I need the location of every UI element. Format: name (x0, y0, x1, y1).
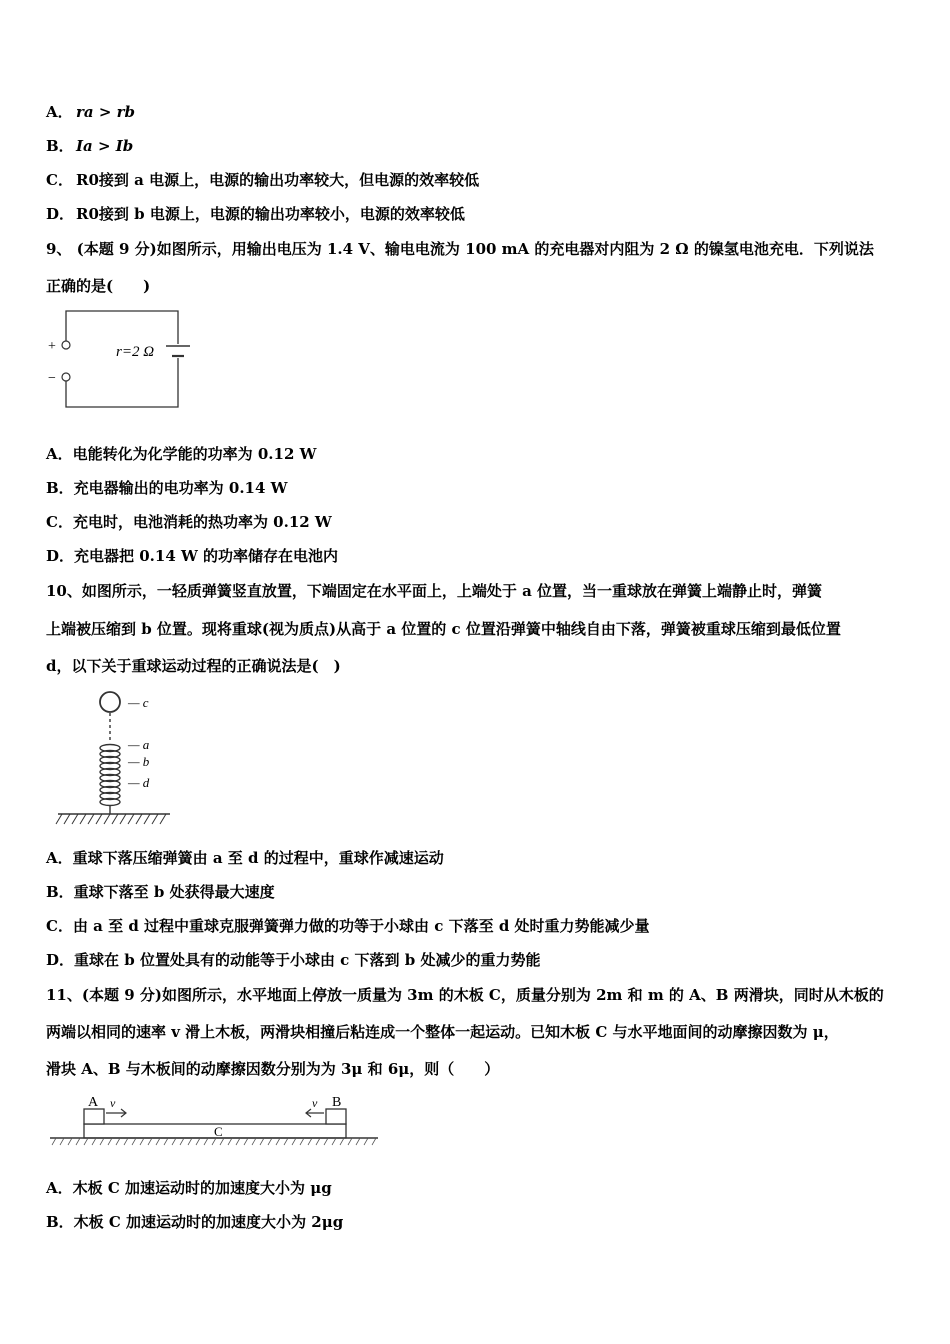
block-b (326, 1109, 346, 1124)
label-a: A (88, 1095, 99, 1110)
label-b: B (332, 1095, 342, 1110)
q9-stem-line1: 9、 (本题 9 分)如图所示，用输出电压为 1.4 V、输电电流为 100 mA 的充电器对内阻为 2 Ω 的镍氢电池充电．下列说法 (46, 240, 874, 258)
q11-option-b: B．木板 C 加速运动时的加速度大小为 2μg (46, 1213, 344, 1231)
q10-stem-line2: 上端被压缩到 b 位置。现将重球(视为质点)从高于 a 位置的 c 位置沿弹簧中轴线自由下落，弹簧被重球压缩到最低位置 (46, 620, 841, 638)
q11-option-a: A．木板 C 加速运动时的加速度大小为 μg (46, 1179, 332, 1197)
q9-option-c: C．充电时，电池消耗的热功率为 0.12 W (46, 513, 332, 531)
label-c: C (214, 1124, 223, 1139)
q9-option-a: A．电能转化为化学能的功率为 0.12 W (46, 445, 317, 463)
q8-option-a-text: ra > rb (76, 103, 136, 121)
q8-option-d-text: R0接到 b 电源上，电源的输出功率较小，电源的效率较低 (76, 205, 465, 223)
q8-option-c-text: R0接到 a 电源上，电源的输出功率较大，但电源的效率较低 (76, 171, 480, 189)
q10-stem-line3: d，以下关于重球运动过程的正确说法是( ) (46, 657, 341, 675)
q11-stem-line3: 滑块 A、B 与木板间的动摩擦因数分别为为 3μ 和 6μ，则（ ） (46, 1060, 500, 1078)
q10-option-b: B．重球下落至 b 处获得最大速度 (46, 883, 275, 901)
label-b: — b (128, 754, 150, 769)
label-a: — a (128, 737, 150, 752)
q10-option-a: A．重球下落压缩弹簧由 a 至 d 的过程中，重球作减速运动 (46, 849, 444, 867)
block-a (84, 1109, 104, 1124)
q10-option-c: C．由 a 至 d 过程中重球克服弹簧弹力做的功等于小球由 c 下落至 d 处时重力势能减少量 (46, 917, 650, 935)
label-d: — d (128, 775, 150, 790)
q10-stem-line1: 10、如图所示，一轻质弹簧竖直放置，下端固定在水平面上，上端处于 a 位置，当一重球放在弹簧上端静止时，弹簧 (46, 582, 823, 600)
q10-option-d: D．重球在 b 位置处具有的动能等于小球由 c 下落到 b 处减少的重力势能 (46, 951, 541, 969)
q8-option-b: B． (46, 137, 74, 155)
q11-board-figure (50, 1090, 382, 1150)
q8-option-c: C． (46, 171, 73, 189)
velocity-b-label: v (312, 1096, 318, 1110)
label-c: — c (128, 695, 149, 710)
negative-terminal (62, 373, 70, 381)
positive-terminal (62, 341, 70, 349)
velocity-a-label: v (110, 1096, 116, 1110)
q9-circuit-figure (44, 306, 194, 412)
q11-stem-line2: 两端以相同的速率 v 滑上木板，两滑块相撞后粘连成一个整体一起运动。已知木板 C 与水平地面间的动摩擦因数为 μ， (46, 1023, 839, 1041)
plus-label: + (48, 339, 56, 354)
q11-stem-line1: 11、(本题 9 分)如图所示，水平地面上停放一质量为 3m 的木板 C，质量分别为 2m 和 m 的 A、B 两滑块，同时从木板的 (46, 986, 884, 1004)
q9-option-b: B．充电器输出的电功率为 0.14 W (46, 479, 288, 497)
ball (100, 692, 120, 712)
q9-option-d: D．充电器把 0.14 W 的功率储存在电池内 (46, 547, 339, 565)
q8-option-b-text: Ia > Ib (76, 137, 134, 155)
minus-label: − (48, 371, 56, 386)
spring (100, 745, 120, 815)
resistance-label: r=2 Ω (116, 344, 155, 360)
q10-spring-figure (52, 686, 182, 830)
q8-option-a: A． (46, 103, 73, 121)
q9-stem-line2: 正确的是( ) (46, 277, 151, 295)
q8-option-d: D． (46, 205, 75, 223)
